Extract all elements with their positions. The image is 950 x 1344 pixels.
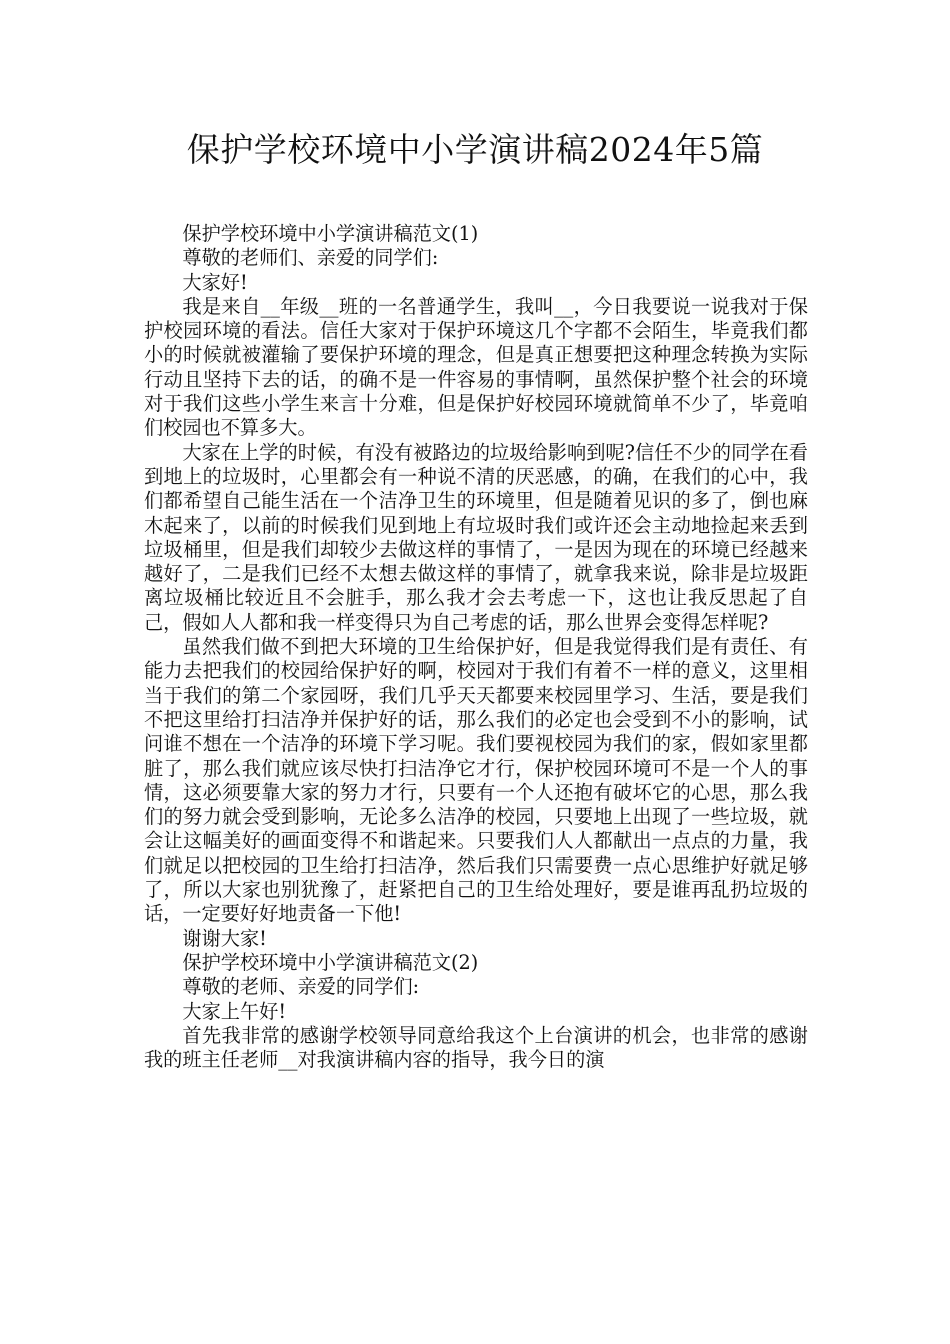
salutation: 尊敬的老师们、亲爱的同学们:	[182, 246, 439, 270]
body-paragraph: 首先我非常的感谢学校领导同意给我这个上台演讲的机会，也非常的感谢我的班主任老师__对我演讲稿内容的指导，我今日的演	[144, 1023, 808, 1072]
closing-thanks: 谢谢大家!	[182, 926, 267, 950]
body-paragraph: 我是来自__年级__班的一名普通学生，我叫__，今日我要说一说我对于保护校园环境的看法。信任大家对于保护环境这几个字都不会陌生，毕竟我们都小的时候就被灌输了要保护环境的理念，但是真正想要把这种理念转换为实际行动且坚持下去的话，的确不是一件容易的事情啊，虽然保护整个社会的环境对于我们这些小学生来言十分难，但是保护好校园环境就简单不少了，毕竟咱们校园也不算多大。	[144, 294, 808, 440]
body-paragraph: 虽然我们做不到把大环境的卫生给保护好，但是我觉得我们是有责任、有能力去把我们的校园给保护好的啊，校园对于我们有着不一样的意义，这里相当于我们的第二个家园呀，我们几乎天天都要来校园里学习、生活，要是我们不把这里给打扫洁净并保护好的话，那么我们的必定也会受到不小的影响，试问谁不想在一个洁净的环境下学习呢。我们要视校园为我们的家，假如家里都脏了，那么我们就应该尽快打扫洁净它才行，保护校园环境可不是一个人的事情，这必须要靠大家的努力才行，只要有一个人还抱有破坏它的心思，那么我们的努力就会受到影响，无论多么洁净的校园，只要地上出现了一些垃圾，就会让这幅美好的画面变得不和谐起来。只要我们人人都献出一点点的力量，我们就足以把校园的卫生给打扫洁净，然后我们只需要费一点心思维护好就足够了，所以大家也别犹豫了，赶紧把自己的卫生给处理好，要是谁再乱扔垃圾的话，一定要好好地责备一下他!	[144, 635, 808, 926]
salutation: 尊敬的老师、亲爱的同学们:	[182, 975, 420, 999]
greeting: 大家好!	[182, 270, 248, 294]
document-body	[144, 222, 808, 1072]
greeting: 大家上午好!	[182, 999, 287, 1023]
section-heading-2: 保护学校环境中小学演讲稿范文(2)	[182, 950, 479, 974]
body-paragraph: 大家在上学的时候，有没有被路边的垃圾给影响到呢?信任不少的同学在看到地上的垃圾时，心里都会有一种说不清的厌恶感，的确，在我们的心中，我们都希望自己能生活在一个洁净卫生的环境里，但是随着见识的多了，倒也麻木起来了，以前的时候我们见到地上有垃圾时我们或许还会主动地捡起来丢到垃圾桶里，但是我们却较少去做这样的事情了，一是因为现在的环境已经越来越好了，二是我们已经不太想去做这样的事情了，就拿我来说，除非是垃圾距离垃圾桶比较近且不会脏手，那么我才会去考虑一下，这也让我反思起了自己，假如人人都和我一样变得只为自己考虑的话，那么世界会变得怎样呢?	[144, 440, 808, 634]
document-title: 保护学校环境中小学演讲稿2024年5篇	[186, 130, 764, 169]
section-heading-1: 保护学校环境中小学演讲稿范文(1)	[182, 222, 479, 245]
